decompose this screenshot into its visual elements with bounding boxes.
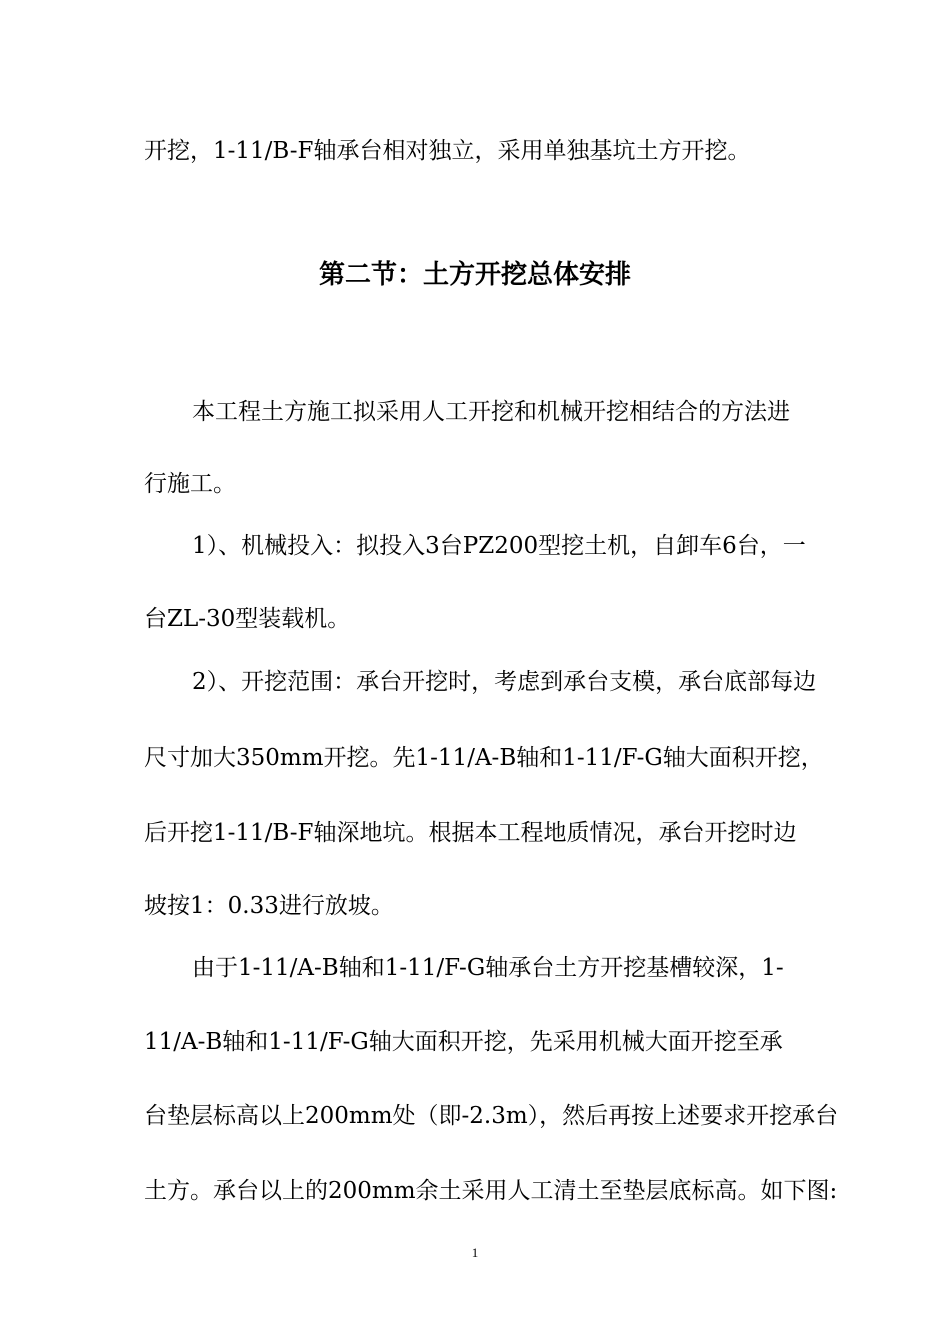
paragraph-1-line-1: 本工程土方施工拟采用人工开挖和机械开挖相结合的方法进 [192, 399, 790, 425]
paragraph-3-line-1: 2）、开挖范围：承台开挖时，考虑到承台支模，承台底部每边 [192, 669, 817, 695]
paragraph-2-line-2: 台ZL-30型装载机。 [144, 606, 351, 632]
paragraph-4-line-1: 由于1-11/A-B轴和1-11/F-G轴承台土方开挖基槽较深，1- [192, 955, 784, 981]
paragraph-1-line-2: 行施工。 [144, 471, 236, 497]
page-number: 1 [471, 1245, 479, 1260]
paragraph-4-line-3: 台垫层标高以上200mm处（即-2.3m），然后再按上述要求开挖承台 [144, 1103, 839, 1129]
paragraph-3-line-2: 尺寸加大350mm开挖。先1-11/A-B轴和1-11/F-G轴大面积开挖， [144, 745, 824, 771]
paragraph-4-line-4: 土方。承台以上的200mm余土采用人工清土至垫层底标高。如下图: [144, 1178, 838, 1204]
paragraph-3-line-3: 后开挖1-11/B-F轴深地坑。根据本工程地质情况，承台开挖时边 [144, 820, 797, 846]
paragraph-3-line-4: 坡按1：0.33进行放坡。 [144, 893, 394, 919]
text-line-continuation: 开挖，1-11/B-F轴承台相对独立，采用单独基坑土方开挖。 [144, 138, 751, 164]
paragraph-2-line-1: 1）、机械投入：拟投入3台PZ200型挖土机，自卸车6台，一 [192, 533, 806, 559]
paragraph-4-line-2: 11/A-B轴和1-11/F-G轴大面积开挖，先采用机械大面开挖至承 [144, 1029, 783, 1055]
section-title: 第二节：土方开挖总体安排 [318, 260, 631, 290]
